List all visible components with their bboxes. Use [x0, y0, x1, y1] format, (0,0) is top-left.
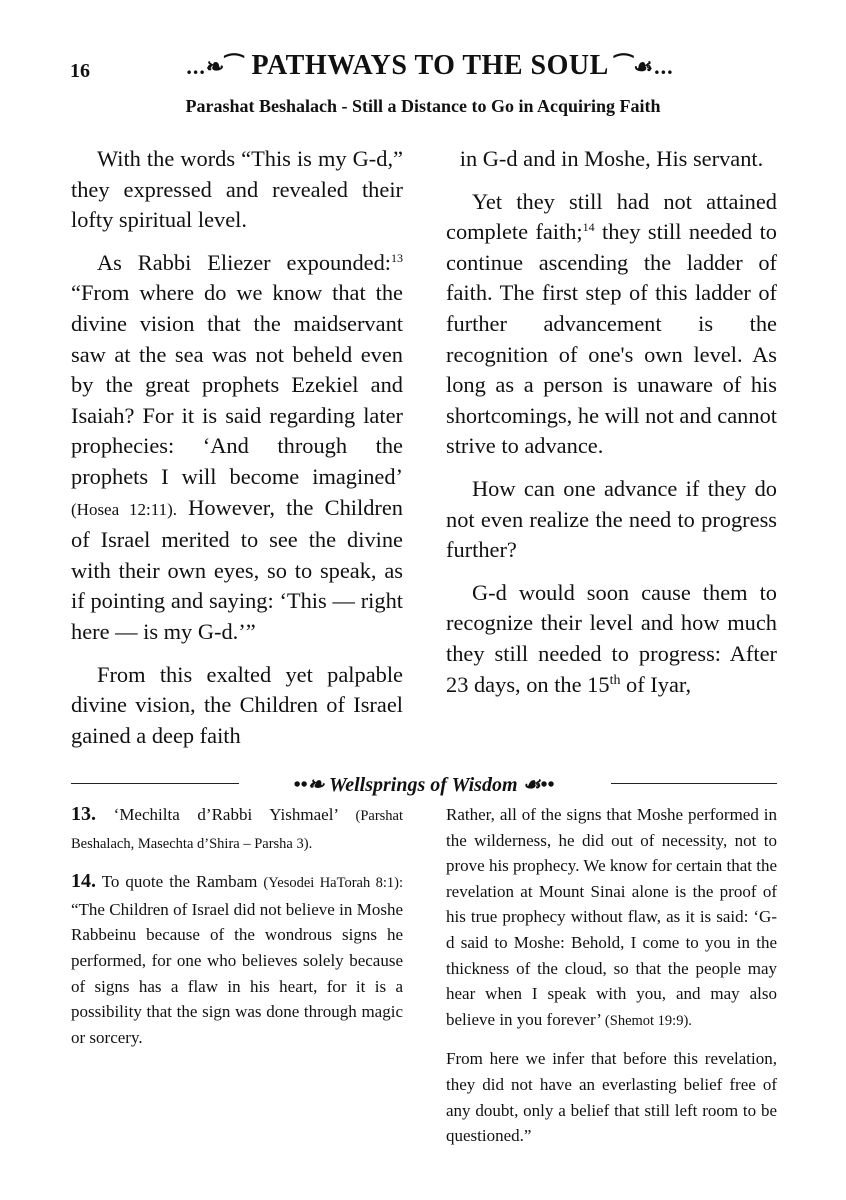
footnote-ref-13[interactable]: 13: [391, 250, 403, 265]
paragraph: [446, 187, 777, 462]
paragraph: How can one advance if they do not even realize the need to progress further?: [446, 475, 777, 563]
text-span: However, the Children of Israel merited to see the divine with their own eyes, so to speak, as if pointing and saying: ‘This — right here — is my G-d.’”: [71, 494, 403, 644]
page-number: 16: [70, 60, 90, 82]
right-text-column: [446, 144, 777, 712]
text-span: they still needed to continue ascending the ladder of faith. The first step of this ladder of further advancement is the recognition of one's own level. As long as a person is unaware of his shortcomings, he will not and cannot strive to advance.: [446, 219, 777, 459]
header-title: PATHWAYS TO THE SOUL: [251, 50, 608, 81]
paragraph: With the words “This is my G-d,” they expressed and revealed their lofty spiritual level.: [71, 146, 403, 233]
superscript: th: [609, 672, 621, 688]
footnote-13: [71, 802, 403, 857]
header-left-ornament: ...❧⁀: [186, 54, 244, 79]
footnote-14: [71, 869, 403, 1050]
footnote-source: (Yesodei HaTorah 8:1):: [263, 875, 403, 892]
divider-label: ••❧ Wellsprings of Wisdom ☙••: [293, 774, 555, 796]
paragraph-continued: in G-d and in Moshe, His servant.: [459, 146, 764, 171]
paragraph: [71, 248, 403, 648]
text-span: As Rabbi Eliezer expounded:: [97, 249, 391, 275]
footnote-ref-14[interactable]: 14: [582, 220, 595, 235]
paragraph: [446, 578, 777, 700]
footnotes-right-column: [446, 802, 777, 1161]
footnote-number: 13.: [71, 803, 96, 825]
left-text-column: [71, 144, 403, 763]
footnote-text: “The Children of Israel did not believe in Moshe Rabbeinu because of the wondrous signs he performed, for one who believes solely because of signs has a flaw in his heart, for it is a possibility that the sign was done through magic or sorcery.: [71, 899, 403, 1047]
divider-line-right: [611, 783, 777, 784]
text-span: of Iyar,: [620, 671, 692, 697]
footnote-text: ‘Mechilta d’Rabbi Yishmael’: [96, 805, 356, 824]
text-span: Yet they still had not attained complete faith;: [446, 188, 777, 245]
footnote-text: Rather, all of the signs that Moshe performed in the wilderness, he did out of necessity, not to prove his prophecy. We know for certain that the revelation at Mount Sinai alone is the proof of his true prophecy without flaw, as it is said: ‘G-d said to Moshe: Behold, I come to you in the thickness of the cloud, so that the people may hear when I speak with you, and may also believe in you forever’: [446, 805, 777, 1029]
footnote-number: 14.: [71, 870, 96, 893]
running-header: [130, 50, 730, 82]
text-span: “From where do we know that the divine vision that the maidservant saw at the sea was not beheld even by the great prophets Ezekiel and Isaiah? For it is said regarding later prophecies: ‘And through the prophets I will become imagined’: [71, 280, 403, 489]
footnote-source: (Parshat Beshalach, Masechta d’Shira – Parsha 3).: [71, 808, 403, 852]
footnote-14-continued: [446, 802, 777, 1034]
source-citation: (Hosea 12:11).: [71, 499, 177, 519]
footnote-text: To quote the Rambam: [96, 872, 264, 892]
header-right-ornament: ⁀☙...: [614, 54, 674, 79]
footnotes-left-column: [71, 802, 403, 1062]
paragraph: From this exalted yet palpable divine vision, the Children of Israel gained a deep faith: [71, 661, 403, 748]
chapter-subtitle: Parashat Beshalach - Still a Distance to Go in Acquiring Faith: [185, 96, 661, 116]
footnote-divider: [71, 772, 777, 796]
text-span: G-d would soon cause them to recognize their level and how much they still needed to progress: After 23 days, on the 15: [446, 579, 777, 697]
footnote-source: (Shemot 19:9).: [604, 1012, 692, 1029]
footnote-14-continued: From here we infer that before this revelation, they did not have an everlasting belief free of any doubt, only a belief that still left room to be questioned.”: [446, 1049, 777, 1146]
